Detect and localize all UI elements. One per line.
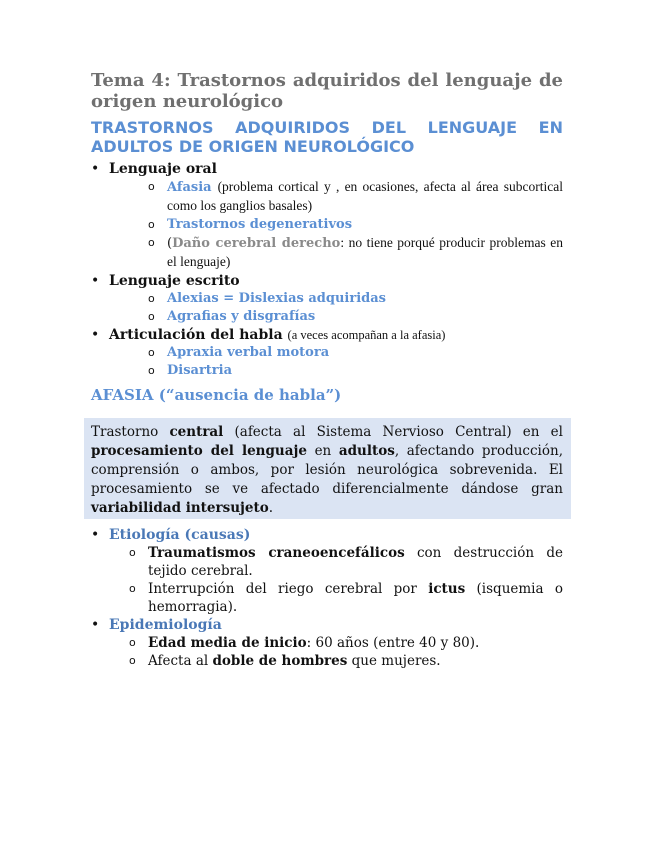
bullet-icon: • [91,161,100,177]
bullet-icon: • [91,273,100,289]
definition-text: en [306,443,339,459]
section-heading-trastornos: TRASTORNOS ADQUIRIDOS DEL LENGUAJE EN ADULTOS DE ORIGEN NEUROLÓGICO [91,118,563,156]
section-heading-afasia: AFASIA (“ausencia de habla”) [91,386,342,404]
afasia-definition [91,423,563,518]
sub-bullet-icon: o [148,364,155,377]
list-item-afasia [91,178,563,216]
list-item-label: Lenguaje escrito [109,273,240,289]
term-alexias: Alexias = Dislexias adquiridas [167,291,386,306]
list-item-ictus [91,580,563,616]
definition-text: , afectando producción, comprensión o ambos, por lesión neurológica sobrevenida. El procesamiento se ve afectado diferencialmente dándose gran [91,443,563,497]
dano-note: : no tiene porqué producir problemas en el lenguaje) [167,235,564,269]
sub-bullet-icon: o [148,218,155,231]
definition-text: . [268,500,274,516]
list-item-epidemiologia [91,616,563,634]
list-item-dano-cerebral [91,234,563,272]
term-degenerativos: Trastornos degenerativos [167,217,353,232]
definition-bold: variabilidad intersujeto [91,500,269,516]
definition-bold: central [169,424,224,440]
term-traumatismos: Traumatismos craneoencefálicos [148,545,405,561]
list-item-label: Etiología (causas) [109,527,251,543]
sub-bullet-icon: o [129,654,136,667]
term-agrafias: Agrafias y disgrafías [167,309,316,324]
list-item-label: Articulación del habla [109,327,283,343]
list-item-lenguaje-oral [91,160,563,178]
definition-text: Trastorno [91,424,170,440]
item-text: : 60 años (entre 40 y 80). [306,635,480,651]
list-item-hombres [91,652,563,670]
afasia-details [91,526,563,670]
term-hombres: doble de hombres [212,653,348,669]
sub-bullet-icon: o [148,292,155,305]
item-text: (isquemia o hemorragia). [148,581,563,615]
bullet-icon: • [91,617,100,633]
list-item-apraxia [91,344,563,362]
sub-bullet-icon: o [148,236,155,249]
list-item-articulacion [91,326,563,344]
sub-bullet-icon: o [129,636,136,649]
bullet-icon: • [91,327,100,343]
item-text: Afecta al [148,653,213,669]
definition-bold: adultos [338,443,395,459]
list-item-agrafias [91,308,563,326]
sub-bullet-icon: o [129,546,136,559]
trastornos-list [91,160,563,380]
afasia-note: (problema cortical y , en ocasiones, afecta al área subcortical como los ganglios basales) [167,179,563,213]
sub-bullet-icon: o [148,180,155,193]
term-ictus: ictus [428,581,466,597]
definition-bold: procesamiento del lenguaje [91,443,307,459]
term-apraxia: Apraxia verbal motora [167,345,330,360]
item-text: que mujeres. [347,653,441,669]
afasia-list [91,526,563,670]
page-title: Tema 4: Trastornos adquiridos del lenguaje de origen neurológico [91,70,563,112]
list-item-traumatismos [91,544,563,580]
sub-bullet-icon: o [148,346,155,359]
list-item-alexias [91,290,563,308]
item-text: con destrucción de tejido cerebral. [148,545,563,579]
bullet-icon: • [91,527,100,543]
list-item-label: Epidemiología [109,617,222,633]
sub-bullet-icon: o [129,582,136,595]
sub-bullet-icon: o [148,310,155,323]
item-text: Interrupción del riego cerebral por [148,581,429,597]
list-item-disartria [91,362,563,380]
list-item-degenerativos [91,216,563,234]
definition-text: (afecta al Sistema Nervioso Central) en el [223,424,563,440]
list-item-label: Lenguaje oral [109,161,217,177]
term-edad: Edad media de inicio [148,635,307,651]
list-item-lenguaje-escrito [91,272,563,290]
list-item-etiologia [91,526,563,544]
page-content [91,70,563,408]
term-disartria: Disartria [167,363,233,378]
paren-open: ( [167,236,173,251]
list-item-edad [91,634,563,652]
term-dano-cerebral: Daño cerebral derecho [172,236,341,251]
term-afasia: Afasia [167,180,212,195]
articulacion-note: (a veces acompañan a la afasia) [287,328,446,342]
